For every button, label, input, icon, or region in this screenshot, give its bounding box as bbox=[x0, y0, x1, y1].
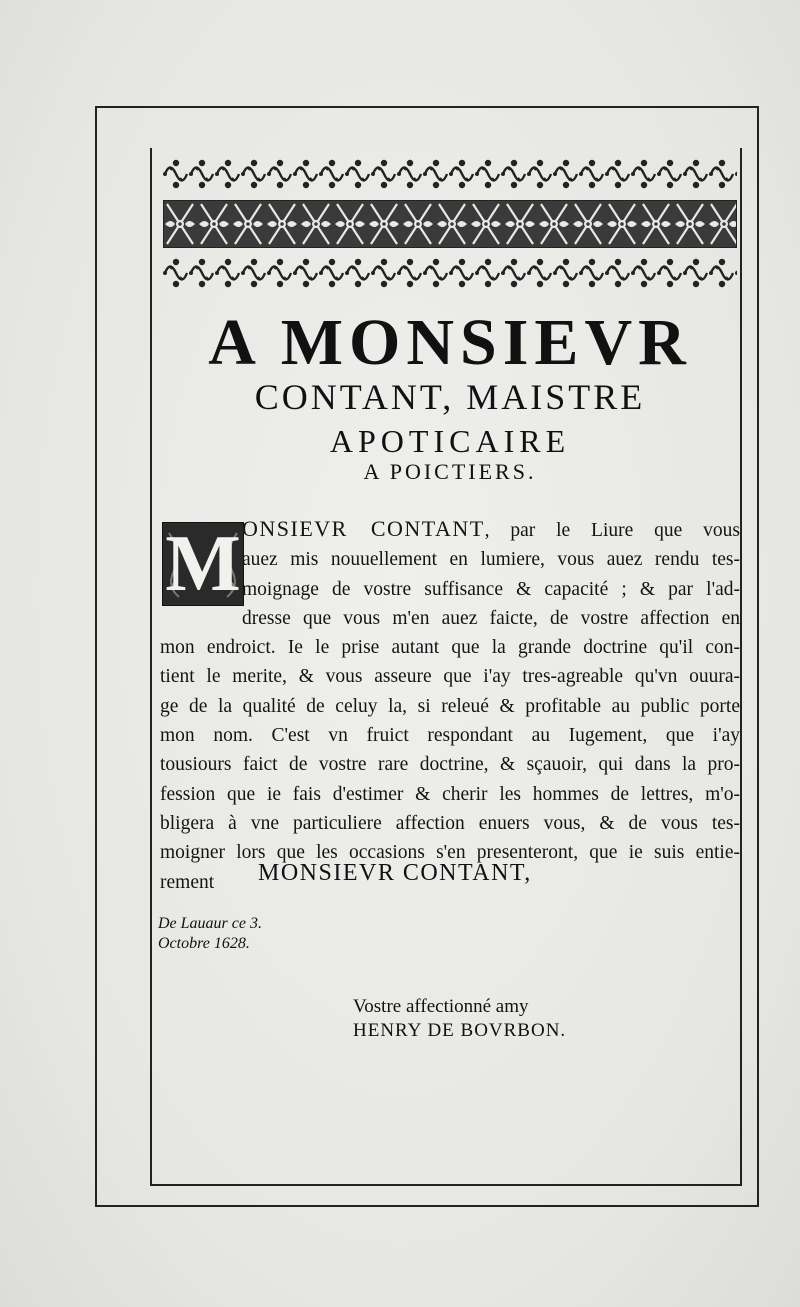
signature-name: HENRY DE BOVRBON. bbox=[353, 1020, 567, 1041]
title-line-1: A MONSIEVR bbox=[208, 306, 692, 379]
ornament-band-bottom bbox=[163, 254, 737, 290]
body-line-text: , par le Liure que vous bbox=[484, 520, 740, 541]
letter-body bbox=[160, 514, 740, 897]
ornament-band-top bbox=[163, 155, 737, 193]
body-line: ge de la qualité de celuy la, si releué & profitable au public porte bbox=[160, 695, 740, 717]
dateline bbox=[158, 914, 262, 954]
ornament-band-middle bbox=[163, 200, 737, 248]
salutation-opening: ONSIEVR CONTANT bbox=[242, 516, 485, 541]
body-line: moignage de vostre suffisance & capacité ; & par l'ad- bbox=[242, 578, 740, 600]
signature-valediction: Vostre affectionné amy bbox=[353, 996, 529, 1017]
body-line: auez mis nouuellement en lumiere, vous auez rendu tes- bbox=[242, 549, 740, 571]
dateline-place: De Lauaur ce 3. bbox=[158, 915, 262, 932]
dateline-date: Octobre 1628. bbox=[158, 935, 250, 952]
body-line: tousiours faict de vostre rare doctrine, & sçauoir, qui dans la pro- bbox=[160, 754, 740, 776]
body-line: mon endroict. Ie le prise autant que la grande doctrine qu'il con- bbox=[160, 637, 740, 659]
closing-salutation: MONSIEVR CONTANT, bbox=[258, 860, 532, 886]
body-line: rement bbox=[160, 871, 215, 893]
body-line: dresse que vous m'en auez faicte, de vostre affection en bbox=[242, 607, 740, 629]
body-line: tient le merite, & vous asseure que i'ay tres-agreable qu'vn ouura- bbox=[160, 666, 740, 688]
initial-letter: M bbox=[165, 520, 241, 608]
title-line-4: A POICTIERS. bbox=[363, 459, 537, 484]
body-line: moigner lors que les occasions s'en presenteront, que ie suis entie- bbox=[160, 842, 740, 864]
body-line: mon nom. C'est vn fruict respondant au Iugement, que i'ay bbox=[160, 725, 740, 747]
title-line-2: CONTANT, MAISTRE bbox=[254, 377, 646, 417]
title-line-3: APOTICAIRE bbox=[329, 423, 571, 459]
body-line: fession que ie fais d'estimer & cherir les hommes de lettres, m'o- bbox=[160, 783, 740, 805]
body-line: bligera à vne particuliere affection enuers vous, & de vous tes- bbox=[160, 812, 740, 834]
body-line bbox=[160, 514, 740, 545]
